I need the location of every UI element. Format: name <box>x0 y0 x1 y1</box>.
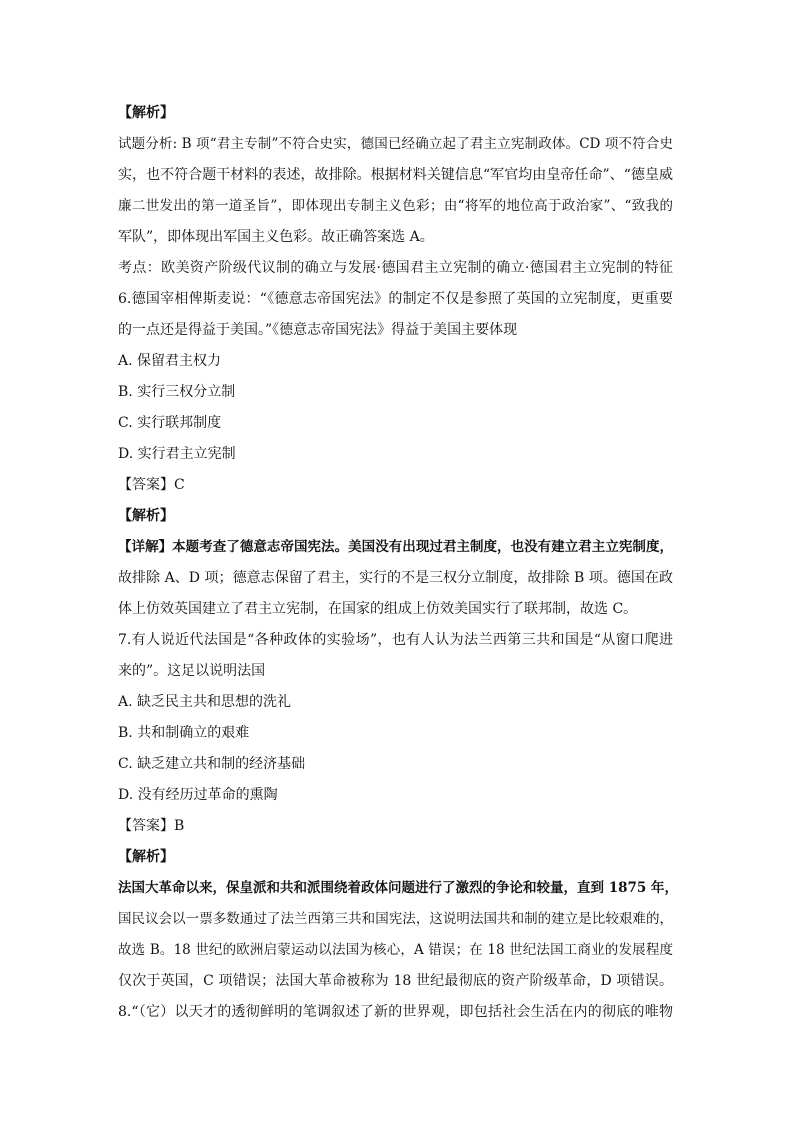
question-7-stem: A. 缺乏民主共和思想的洗礼 <box>118 694 292 710</box>
answer-label: 【解析】 <box>118 849 174 865</box>
option-b: C. 缺乏建立共和制的经济基础 <box>118 756 306 772</box>
text-line: 试题分析: B 项“君主专制”不符合史实，德国已经确立起了君主立宪制政体。CD 项不符合史 <box>118 136 673 152</box>
text-line: 国民议会以一票多数通过了法兰西第三共和国宪法，这说明法国共和制的建立是比较艰难的， <box>118 911 673 927</box>
question-7-stem: 来的”。这足以说明法国 <box>118 663 266 679</box>
text-line: 廉二世发出的第一道圣旨”，即体现出专制主义色彩；由“将军的地位高于政治家”、“致我的 <box>118 198 673 214</box>
option-a: B. 实行三权分立制 <box>118 384 236 400</box>
section-heading-analysis: 【解析】 <box>118 105 174 121</box>
answer-label: 【解析】 <box>118 508 174 524</box>
text-line: 考点：欧美资产阶级代议制的确立与发展·德国君主立宪制的确立·德国君主立宪制的特征 <box>118 260 673 276</box>
text-line: 仅次于英国，C 项错误；法国大革命被称为 18 世纪最彻底的资产阶级革命，D 项错误。 <box>118 973 673 989</box>
text-line: 体上仿效英国建立了君主立宪制，在国家的组成上仿效美国实行了联邦制，故选 C。 <box>118 601 638 617</box>
option-d: 【答案】B <box>118 818 185 834</box>
option-b: C. 实行联邦制度 <box>118 415 222 431</box>
option-c: D. 没有经历过革命的熏陶 <box>118 787 278 803</box>
option-c: D. 实行君主立宪制 <box>118 446 236 462</box>
text-line: 实，也不符合题干材料的表述，故排除。根据材料关键信息“军官均由皇帝任命”、“德皇威 <box>118 167 673 183</box>
section-heading-analysis: 法国大革命以来，保皇派和共和派围绕着政体问题进行了激烈的争论和较量，直到 1875 年， <box>118 880 678 896</box>
text-line: 7.有人说近代法国是“各种政体的实验场”，也有人认为法兰西第三共和国是“从窗口爬进 <box>118 632 673 648</box>
text-line: 故排除 A、D 项；德意志保留了君主，实行的不是三权分立制度，故排除 B 项。德国在政 <box>118 570 673 586</box>
question-6-stem: A. 保留君主权力 <box>118 353 222 369</box>
text-line: 军队”，即体现出军国主义色彩。故正确答案选 A。 <box>118 229 434 245</box>
question-6-stem: 的一点还是得益于美国。”《德意志帝国宪法》得益于美国主要体现 <box>118 322 518 338</box>
text-line: 8.“（它）以天才的透彻鲜明的笔调叙述了新的世界观，即包括社会生活在内的彻底的唯物 <box>118 1004 673 1020</box>
section-heading-analysis: 【详解】本题考查了德意志帝国宪法。美国没有出现过君主制度，也没有建立君主立宪制度， <box>118 539 673 555</box>
text-line: 故选 B。18 世纪的欧洲启蒙运动以法国为核心，A 错误；在 18 世纪法国工商业的发展程度 <box>118 942 673 958</box>
text-line: 6.德国宰相俾斯麦说：“《德意志帝国宪法》的制定不仅是参照了英国的立宪制度，更重要 <box>118 291 673 307</box>
option-a: B. 共和制确立的艰难 <box>118 725 250 741</box>
option-d: 【答案】C <box>118 477 185 493</box>
